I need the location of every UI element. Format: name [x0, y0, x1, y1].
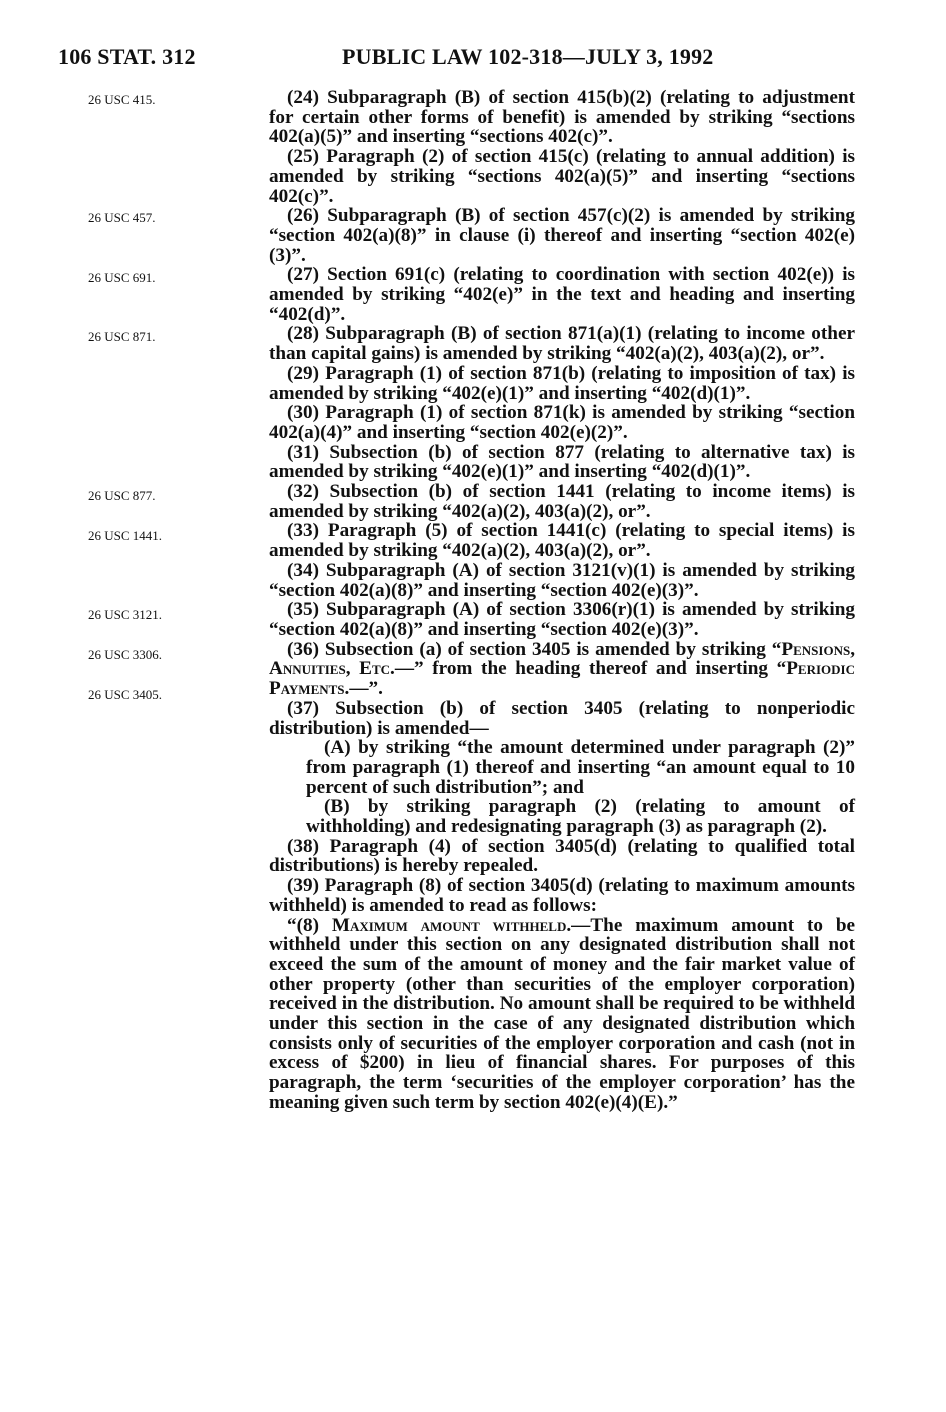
margin-note-1441: 26 USC 1441. [88, 528, 163, 543]
margin-note-3306: 26 USC 3306. [88, 647, 163, 662]
subparagraph-37-b: (B) by striking paragraph (2) (relating to amount of withholding) and redesignating paragraph (3) as paragraph (2). [306, 796, 855, 838]
paragraph-38: (38) Paragraph (4) of section 3405(d) (relating to qualified total distributions) is hereby repealed. [269, 835, 855, 877]
paragraph-39: (39) Paragraph (8) of section 3405(d) (relating to maximum amounts withheld) is amended to read as follows: [269, 875, 855, 916]
margin-note-3405: 26 USC 3405. [88, 687, 163, 702]
quoted-paragraph-8-text: —The maximum amount to be withheld under this section on any designated distribution shall not exceed the sum of the amount of money and the fair market value of other property (other than securities of the employer corporation) received in the distribution. No amount shall be required to be withheld under this section in the case of any designated distribution which consists only of securities of the employer corporation and cash (not in excess of $200) in lieu of financial shares. For purposes of this paragraph, the term ‘securities of the employer corporation’ has the meaning given such term by section 402(e)(4)(E).” [269, 914, 856, 1113]
paragraph-34: (34) Subparagraph (A) of section 3121(v)(1) is amended by striking “section 402(a)(8)” and inserting “section 402(e)(3)”. [269, 559, 855, 601]
quoted-paragraph-8-number: “(8) [287, 914, 332, 936]
quoted-paragraph-8-heading: Maximum amount withheld. [331, 914, 572, 936]
margin-note-691: 26 USC 691. [88, 270, 156, 285]
margin-note-871: 26 USC 871. [88, 329, 156, 344]
paragraph-36-middle: —” from the heading thereof and inserting “ [394, 658, 787, 680]
paragraph-24: (24) Subparagraph (B) of section 415(b)(2) (relating to adjustment for certain other forms of benefit) is amended by striking “sections 402(a)(5)” and inserting “sections 402(c)”. [269, 87, 855, 148]
margin-note-415: 26 USC 415. [88, 92, 156, 107]
margin-note-3121: 26 USC 3121. [88, 607, 163, 622]
statute-body [269, 88, 855, 1113]
margin-note-457: 26 USC 457. [88, 210, 156, 225]
paragraph-25: (25) Paragraph (2) of section 415(c) (relating to annual addition) is amended by striking “sections 402(a)(5)” and inserting “sections 402(c)”. [269, 146, 855, 207]
public-law-title: PUBLIC LAW 102-318—JULY 3, 1992 [342, 44, 714, 69]
stat-page-citation: 106 STAT. 312 [58, 44, 196, 69]
paragraph-37: (37) Subsection (b) of section 3405 (relating to nonperiodic distribution) is amended— [269, 697, 855, 739]
old-heading-smallcaps: Pensions, Annuities, Etc. [269, 638, 855, 680]
paragraph-36-end: —”. [349, 678, 383, 700]
new-heading-smallcaps: Periodic Payments. [269, 658, 855, 700]
paragraph-35: (35) Subparagraph (A) of section 3306(r)(1) is amended by striking “section 402(a)(8)” and inserting “section 402(e)(3)”. [269, 599, 855, 640]
paragraph-33: (33) Paragraph (5) of section 1441(c) (relating to special items) is amended by striking “402(a)(2), 403(a)(2), or”. [269, 520, 855, 562]
paragraph-28: (28) Subparagraph (B) of section 871(a)(1) (relating to income other than capital gains) is amended by striking “402(a)(2), 403(a)(2), or”. [269, 323, 855, 365]
paragraph-29: (29) Paragraph (1) of section 871(b) (relating to imposition of tax) is amended by striking “402(e)(1)” and inserting “402(d)(1)”. [269, 362, 855, 404]
paragraph-36 [269, 640, 855, 699]
subparagraph-37-a: (A) by striking “the amount determined under paragraph (2)” from paragraph (1) thereof and inserting “an amount equal to 10 percent of such distribution”; and [306, 737, 855, 798]
margin-note-877: 26 USC 877. [88, 488, 156, 503]
quoted-paragraph-8 [269, 916, 855, 1113]
paragraph-27: (27) Section 691(c) (relating to coordination with section 402(e)) is amended by striking “402(e)” in the text and heading and inserting “402(d)”. [269, 264, 855, 325]
paragraph-26: (26) Subparagraph (B) of section 457(c)(2) is amended by striking “section 402(a)(8)” in clause (i) thereof and inserting “section 402(e)(3)”. [269, 205, 855, 266]
paragraph-30: (30) Paragraph (1) of section 871(k) is amended by striking “section 402(a)(4)” and inserting “section 402(e)(2)”. [269, 402, 855, 443]
paragraph-31: (31) Subsection (b) of section 877 (relating to alternative tax) is amended by striking “402(e)(1)” and inserting “402(d)(1)”. [269, 441, 855, 483]
paragraph-32: (32) Subsection (b) of section 1441 (relating to income items) is amended by striking “402(a)(2), 403(a)(2), or”. [269, 481, 855, 522]
paragraph-36-lead: (36) Subsection (a) of section 3405 is amended by striking “ [287, 638, 782, 660]
